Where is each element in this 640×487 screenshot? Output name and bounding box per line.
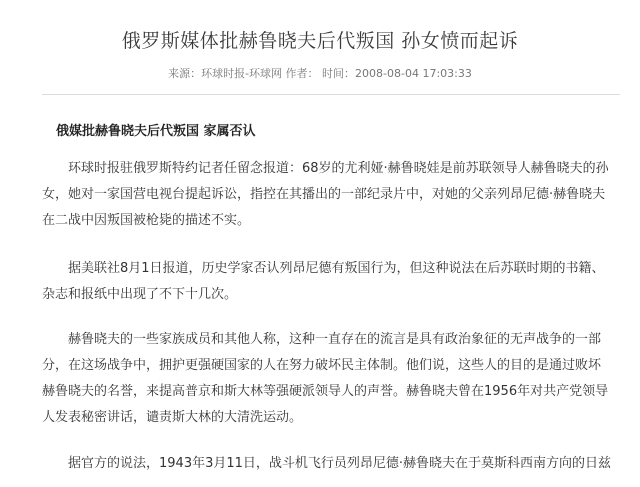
paragraph-line: 杂志和报纸中出现了不下十几次。 [42, 287, 238, 302]
paragraph [42, 156, 640, 234]
paragraph-line: 据官方的说法，1943年3月11日，战斗机飞行员列昂尼德·赫鲁晓夫在于莫斯科西南方向的日兹 [68, 456, 612, 471]
paragraph-line: 人发表秘密讲话，谴责斯大林的大清洗运动。 [42, 410, 303, 425]
article-meta: 来源：环球时报-环球网 作者： 时间：2008-08-04 17:03:33 [168, 67, 472, 80]
paragraph-line: 在二战中因叛国被枪毙的描述不实。 [42, 213, 251, 228]
paragraph [42, 256, 640, 308]
paragraph-line: 分，在这场战争中，拥护更强硬国家的人在努力破坏民主体制。他们说，这些人的目的是通过败坏 [42, 358, 602, 373]
bottom-fade [0, 476, 640, 487]
paragraph-line: 赫鲁晓夫的名誉，来提高普京和斯大林等强硬派领导人的声誉。赫鲁晓夫曾在1956年对共产党领导 [42, 384, 609, 399]
paragraph-line: 赫鲁晓夫的一些家族成员和其他人称，这种一直存在的流言是具有政治象征的无声战争的一部 [68, 332, 602, 347]
paragraph [42, 327, 640, 431]
article-headline: 俄罗斯媒体批赫鲁晓夫后代叛国 孙女愤而起诉 [121, 30, 519, 52]
paragraph [42, 451, 640, 477]
paragraph-line: 女，她对一家国营电视台提起诉讼，指控在其播出的一部纪录片中，对她的父亲列昂尼德·赫鲁晓夫 [42, 187, 606, 202]
divider [42, 94, 620, 95]
article-subheading: 俄媒批赫鲁晓夫后代叛国 家属否认 [56, 124, 256, 139]
paragraph-line: 据美联社8月1日报道，历史学家否认列昂尼德有叛国行为，但这种说法在后苏联时期的书籍、 [68, 261, 605, 276]
paragraph-line: 环球时报驻俄罗斯特约记者任留念报道：68岁的尤利娅·赫鲁晓娃是前苏联领导人赫鲁晓夫的孙 [68, 161, 609, 176]
